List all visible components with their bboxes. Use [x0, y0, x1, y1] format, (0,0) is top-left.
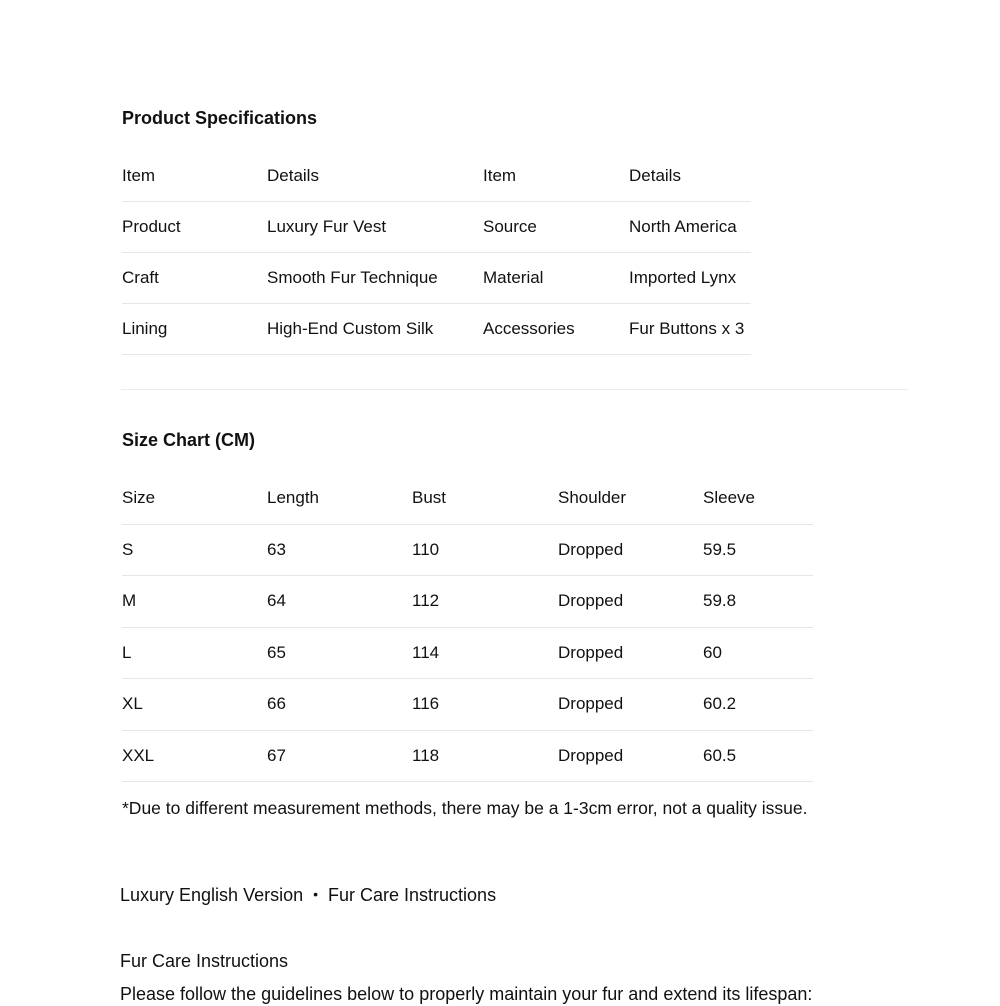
- breadcrumb-item: Fur Care Instructions: [328, 885, 497, 905]
- size-header-length: Length: [267, 488, 319, 508]
- spec-cell: Craft: [122, 253, 267, 304]
- spec-cell: North America: [629, 202, 751, 253]
- table-row: [122, 253, 751, 304]
- care-intro: Please follow the guidelines below to properly maintain your fur and extend its lifespan:: [120, 984, 813, 1004]
- size-cell: 118: [412, 730, 558, 782]
- table-row: [122, 202, 751, 253]
- size-cell: 59.5: [703, 524, 813, 576]
- spec-header-details: Details: [629, 166, 681, 185]
- size-chart-table: [122, 473, 813, 782]
- table-row: [122, 679, 813, 731]
- spec-cell: Smooth Fur Technique: [267, 253, 483, 304]
- size-header-shoulder: Shoulder: [558, 488, 627, 508]
- size-header-sleeve: Sleeve: [703, 488, 755, 508]
- size-cell: 59.8: [703, 576, 813, 628]
- measurement-note: *Due to different measurement methods, there may be a 1-3cm error, not a quality issue.: [122, 798, 808, 818]
- spec-cell: Luxury Fur Vest: [267, 202, 483, 253]
- table-row: [122, 524, 813, 576]
- spec-cell: Source: [483, 202, 629, 253]
- size-chart-title: Size Chart (CM): [122, 430, 256, 450]
- spec-header-item: Item: [483, 166, 517, 185]
- table-row: [122, 627, 813, 679]
- section-divider: [121, 389, 908, 390]
- spec-title: Product Specifications: [122, 108, 318, 128]
- spec-cell: Fur Buttons x 3: [629, 304, 751, 355]
- spec-cell: Material: [483, 253, 629, 304]
- breadcrumb-item: Luxury English Version: [120, 885, 304, 905]
- size-cell: XL: [122, 679, 267, 731]
- spec-cell: Imported Lynx: [629, 253, 751, 304]
- size-cell: 60.5: [703, 730, 813, 782]
- size-cell: 112: [412, 576, 558, 628]
- spec-header-row: [122, 151, 751, 202]
- spec-cell: Lining: [122, 304, 267, 355]
- size-cell: 114: [412, 627, 558, 679]
- spec-header-item: Item: [122, 166, 156, 185]
- spec-header-details: Details: [267, 166, 319, 185]
- size-cell: Dropped: [558, 679, 703, 731]
- breadcrumb: [120, 885, 496, 907]
- size-cell: L: [122, 627, 267, 679]
- size-cell: S: [122, 524, 267, 576]
- size-cell: 63: [267, 524, 412, 576]
- size-cell: XXL: [122, 730, 267, 782]
- spec-table: [122, 151, 751, 355]
- size-cell: Dropped: [558, 627, 703, 679]
- size-cell: Dropped: [558, 524, 703, 576]
- size-cell: M: [122, 576, 267, 628]
- size-cell: Dropped: [558, 730, 703, 782]
- care-title: Fur Care Instructions: [120, 951, 289, 971]
- size-cell: 116: [412, 679, 558, 731]
- breadcrumb-separator: •: [313, 886, 319, 902]
- size-cell: 65: [267, 627, 412, 679]
- size-cell: Dropped: [558, 576, 703, 628]
- size-cell: 60.2: [703, 679, 813, 731]
- spec-cell: High-End Custom Silk: [267, 304, 483, 355]
- size-header-row: [122, 473, 813, 524]
- size-cell: 60: [703, 627, 813, 679]
- size-cell: 66: [267, 679, 412, 731]
- size-cell: 64: [267, 576, 412, 628]
- size-cell: 67: [267, 730, 412, 782]
- table-row: [122, 304, 751, 355]
- size-header-size: Size: [122, 488, 156, 508]
- table-row: [122, 730, 813, 782]
- size-cell: 110: [412, 524, 558, 576]
- table-row: [122, 576, 813, 628]
- size-header-bust: Bust: [412, 488, 447, 508]
- spec-cell: Product: [122, 202, 267, 253]
- spec-cell: Accessories: [483, 304, 629, 355]
